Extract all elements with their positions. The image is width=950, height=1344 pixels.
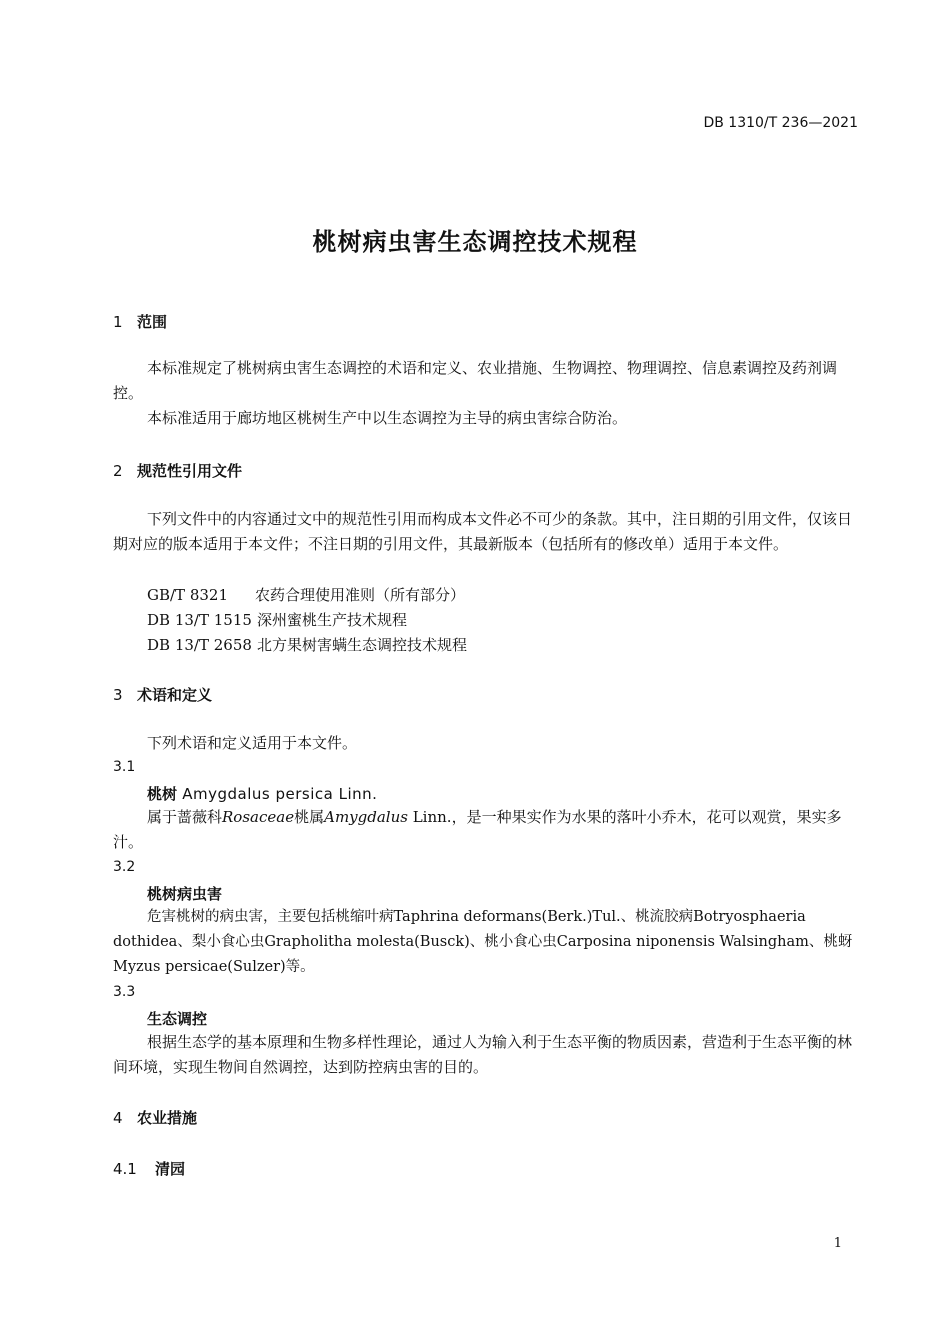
definition-text: Linn.，是一种果实作为水果的落叶小乔木，花可以观赏，果实多汁。 <box>113 808 842 851</box>
subsection-number: 4.1 <box>113 1160 137 1178</box>
reference-code: DB 13/T 2658 <box>147 636 252 654</box>
reference-title: 北方果树害螨生态调控技术规程 <box>257 636 468 654</box>
reference-title: 深州蜜桃生产技术规程 <box>257 611 408 629</box>
section-title: 规范性引用文件 <box>137 462 243 480</box>
section-1-heading <box>113 311 167 332</box>
definition-latin-genus: Amygdalus <box>324 808 408 826</box>
section-2-heading <box>113 460 242 481</box>
reference-title: 农药合理使用准则（所有部分） <box>255 586 466 604</box>
term-name: 桃树病虫害 <box>147 885 223 903</box>
term-name <box>147 783 377 804</box>
section-number: 2 <box>113 462 123 480</box>
standard-code: DB 1310/T 236—2021 <box>703 115 858 131</box>
term-definition <box>113 805 860 855</box>
definition-text: 属于蔷薇科 <box>147 808 223 826</box>
term-number: 3.1 <box>113 759 136 775</box>
section-title: 范围 <box>137 313 168 331</box>
term-definition: 危害桃树的病虫害，主要包括桃缩叶病Taphrina deformans(Berk.)Tul.、桃流胶病Botryosphaeria dothidea、梨小食心虫Grapholitha molesta(Busck)、桃小食心虫Carposina niponensis Walsingham、桃蚜Myzus persicae(Sulzer)等。 <box>113 909 853 975</box>
term-name-chinese: 桃树 <box>147 785 178 803</box>
section-title: 农业措施 <box>137 1109 198 1127</box>
term-name-latin: Amygdalus persica Linn. <box>182 785 378 803</box>
section-number: 1 <box>113 313 123 331</box>
term-number: 3.3 <box>113 984 136 1000</box>
term-name: 生态调控 <box>147 1010 208 1028</box>
section-1-paragraph-1: 本标准规定了桃树病虫害生态调控的术语和定义、农业措施、生物调控、物理调控、信息素调控及药剂调控。 <box>113 359 838 402</box>
normative-reference <box>147 634 467 655</box>
term-number: 3.2 <box>113 859 136 875</box>
definition-latin-family: Rosaceae <box>222 808 295 826</box>
section-3-heading <box>113 684 212 705</box>
section-1-paragraph-2: 本标准适用于廊坊地区桃树生产中以生态调控为主导的病虫害综合防治。 <box>147 409 628 427</box>
page-number: 1 <box>833 1236 842 1251</box>
term-definition: 根据生态学的基本原理和生物多样性理论，通过人为输入利于生态平衡的物质因素，营造利于生态平衡的林间环境，实现生物间自然调控，达到防控病虫害的目的。 <box>113 1033 853 1076</box>
reference-code: DB 13/T 1515 <box>147 611 252 629</box>
section-3-intro: 下列术语和定义适用于本文件。 <box>147 734 358 752</box>
normative-reference <box>147 584 465 605</box>
section-4-heading <box>113 1107 197 1128</box>
reference-code: GB/T 8321 <box>147 586 229 604</box>
document-title: 桃树病虫害生态调控技术规程 <box>312 228 638 256</box>
section-number: 3 <box>113 686 123 704</box>
subsection-4-1-heading <box>113 1158 185 1179</box>
definition-text: 桃属 <box>294 808 325 826</box>
normative-reference <box>147 609 407 630</box>
section-number: 4 <box>113 1109 123 1127</box>
section-title: 术语和定义 <box>137 686 213 704</box>
subsection-title: 清园 <box>155 1160 186 1178</box>
section-2-intro: 下列文件中的内容通过文中的规范性引用而构成本文件必不可少的条款。其中，注日期的引用文件，仅该日期对应的版本适用于本文件；不注日期的引用文件，其最新版本（包括所有的修改单）适用于本文件。 <box>113 510 853 553</box>
